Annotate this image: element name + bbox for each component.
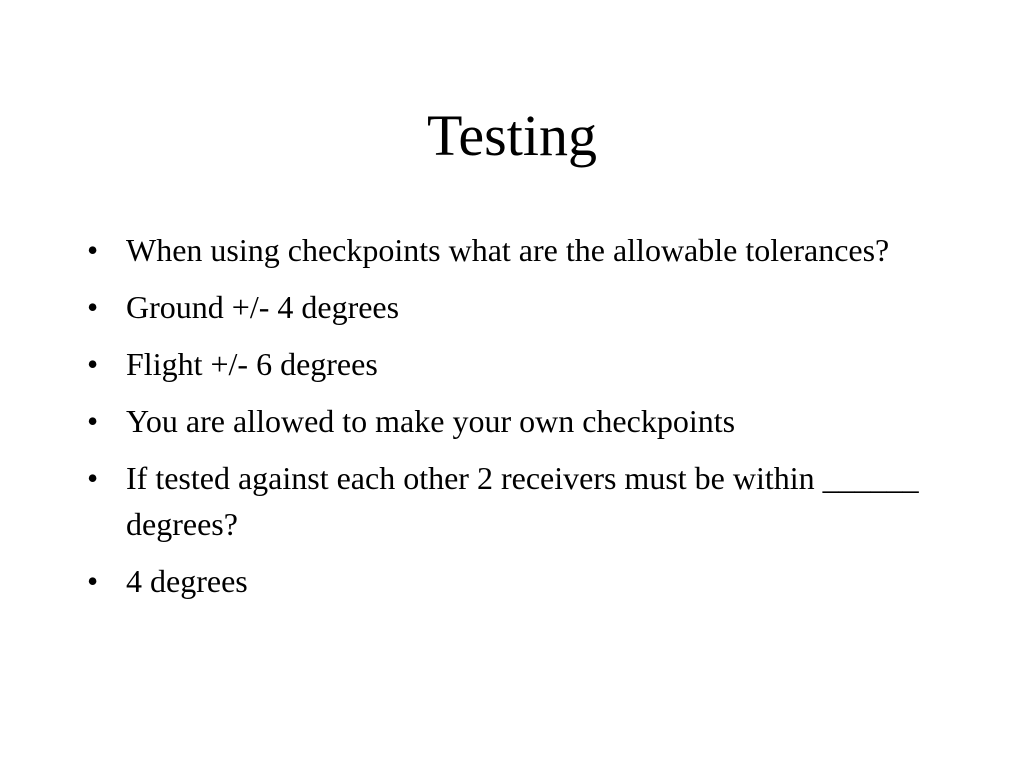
bullet-icon: • [87, 289, 99, 325]
slide-title: Testing [427, 103, 597, 168]
bullet-item [84, 341, 964, 387]
bullet-icon: • [87, 403, 99, 439]
bullet-text: If tested against each other 2 receivers must be within ______ degrees? [126, 460, 919, 542]
bullet-text: Ground +/- 4 degrees [126, 289, 400, 325]
bullet-icon: • [87, 563, 99, 599]
bullet-icon: • [87, 346, 99, 382]
bullet-list [84, 227, 964, 615]
bullet-text: 4 degrees [126, 563, 248, 599]
bullet-text: You are allowed to make your own checkpoints [126, 403, 736, 439]
bullet-text: When using checkpoints what are the allowable tolerances? [126, 232, 890, 268]
bullet-icon: • [87, 232, 99, 268]
bullet-icon: • [87, 460, 99, 496]
bullet-item [84, 455, 964, 547]
bullet-text: Flight +/- 6 degrees [126, 346, 378, 382]
bullet-item [84, 227, 964, 273]
bullet-item [84, 558, 964, 604]
bullet-item [84, 398, 964, 444]
bullet-item [84, 284, 964, 330]
